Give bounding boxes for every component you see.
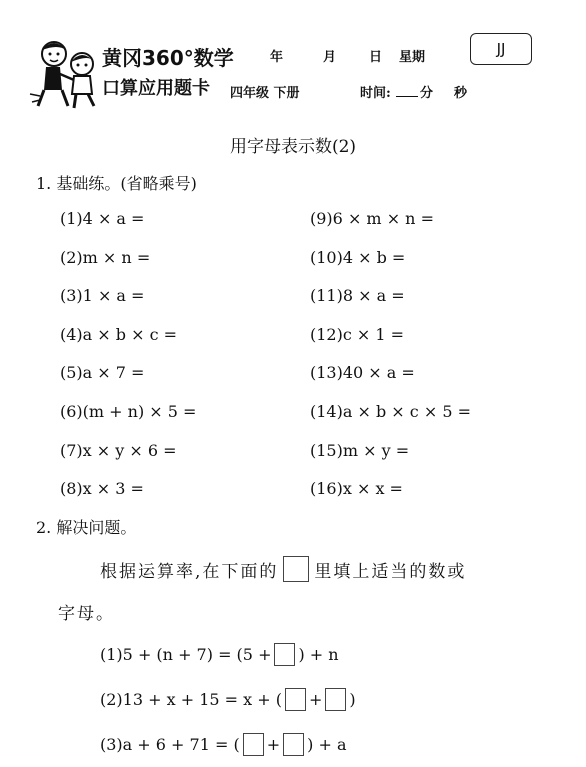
- exercise-item: (10)4 × b =: [310, 247, 406, 267]
- time-minutes-label: 分: [420, 86, 434, 101]
- exercise-item: (1)4 × a =: [60, 209, 145, 228]
- section2-heading: 2. 解决问题。: [36, 518, 137, 537]
- equation-2: (2) 13 + x + 15 = x + ( + ): [100, 690, 356, 709]
- exercise-item: (14)a × b × c × 5 =: [310, 401, 471, 421]
- time-label: 时间:: [360, 86, 391, 101]
- equation-1: (1) 5 + (n + 7) = (5 + ) + n: [100, 645, 339, 664]
- kids-logo-icon: [28, 34, 106, 112]
- page-title: 用字母表示数(2): [229, 137, 357, 157]
- left-column: [60, 209, 196, 518]
- grade-label: 四年级 下册: [230, 86, 300, 101]
- exercise-item: (3)1 × a =: [60, 286, 145, 306]
- brand-subtitle: 口算应用题卡: [102, 78, 210, 99]
- exercise-item: (7)x × y × 6 =: [60, 440, 177, 460]
- exercise-item: (2)m × n =: [60, 247, 151, 267]
- answer-box[interactable]: [283, 733, 304, 756]
- answer-box[interactable]: [325, 688, 346, 711]
- exercise-item: (15)m × y =: [310, 440, 410, 460]
- answer-box[interactable]: [243, 733, 264, 756]
- equation-3: (3) a + 6 + 71 = ( + ) + a: [100, 735, 347, 754]
- exercise-item: (11)8 × a =: [310, 286, 405, 306]
- time-seconds-label: 秒: [454, 86, 468, 101]
- edition-badge: JJ: [470, 33, 532, 65]
- section1-heading: 1. 基础练。(省略乘号): [36, 174, 197, 193]
- answer-box[interactable]: [285, 688, 306, 711]
- exercise-item: (16)x × x =: [310, 479, 403, 499]
- date-day-label: 日: [369, 50, 383, 65]
- answer-box[interactable]: [274, 643, 295, 666]
- exercise-item: (5)a × 7 =: [60, 363, 145, 383]
- exercise-item: (6)(m + n) × 5 =: [60, 401, 197, 421]
- time-blank: [396, 96, 418, 97]
- answer-box-sample: [283, 556, 309, 582]
- right-column: [310, 209, 471, 518]
- date-month-label: 月: [323, 50, 337, 65]
- date-weekday-label: 星期: [399, 50, 426, 65]
- date-year-label: 年: [270, 50, 284, 65]
- exercise-item: (8)x × 3 =: [60, 479, 144, 499]
- exercise-item: (9)6 × m × n =: [310, 209, 434, 228]
- instruction-continued: 字母。: [58, 604, 115, 624]
- exercise-item: (4)a × b × c =: [60, 324, 178, 344]
- brand-title: 黄冈360°数学: [102, 46, 234, 70]
- instruction-paragraph: 根据运算率,在下面的 里填上适当的数或: [100, 556, 466, 582]
- exercise-item: (13)40 × a =: [310, 363, 415, 383]
- exercise-item: (12)c × 1 =: [310, 324, 405, 344]
